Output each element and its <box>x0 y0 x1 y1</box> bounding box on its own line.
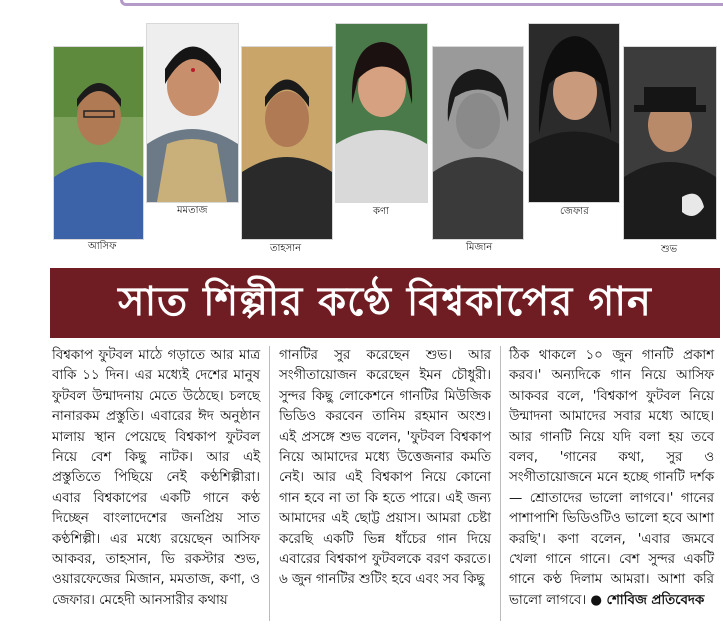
headline: সাত শিল্পীর কণ্ঠে বিশ্বকাপের গান <box>118 278 652 325</box>
photo-caption: জেফার <box>560 206 589 217</box>
photo-momtaz <box>146 23 239 203</box>
photo-tahsan <box>241 46 333 240</box>
photo-caption: মিজান <box>466 242 493 253</box>
photo-caption: তাহসান <box>270 243 302 254</box>
photo-shuvo <box>623 46 717 240</box>
article-column-2: গানটির সুর করেছেন শুভ। আর সংগীতায়োজন করেছেন ইমন চৌধুরী। সুন্দর কিছু লোকেশনে গানটির মিউজিক ভিডিও করবেন তানিম রহমান অংশু। এই প্রসঙ্গে শুভ বলেন, 'ফুটবল বিশ্বকাপ নিয়ে আমাদের মধ্যে উত্তেজনার কমতি নেই। আর এই বিশ্বকাপ নিয়ে কোনো গান হবে না তা কি হতে পারে। এই জন্য আমাদের এই ছোট্ট প্রয়াস। আমরা চেষ্টা করেছি একটি ভিন্ন ধাঁচের গান দিয়ে এবারের বিশ্বকাপ ফুটবলকে বরণ করতে। ৬ জুন গানটির শুটিং হবে এবং সব কিছু <box>279 348 491 588</box>
photo-caption: আসিফ <box>88 241 117 252</box>
column-divider <box>269 346 270 621</box>
article-column-3 <box>509 346 714 611</box>
photo-mizan <box>432 46 524 240</box>
photo-jefar <box>528 23 620 203</box>
photo-caption: মমতাজ <box>177 205 208 216</box>
photo-strip <box>0 0 723 262</box>
headline-banner <box>50 268 720 338</box>
article-column-1: বিশ্বকাপ ফুটবল মাঠে গড়াতে আর মাত্র বাকি ১১ দিন। এর মধ্যেই দেশের মানুষ ফুটবল উন্মাদনায় মেতে উঠেছে। চলছে নানারকম প্রস্তুতি। এবারের ঈদ অনুষ্ঠান মালায় স্থান পেয়েছে বিশ্বকাপ ফুটবল নিয়ে বেশ কিছু নাটক। আর এই প্রস্তুতিতে পিছিয়ে নেই কণ্ঠশিল্পীরা। এবার বিশ্বকাপের একটি গানে কণ্ঠ দিচ্ছেন বাংলাদেশের জনপ্রিয় সাত কণ্ঠশিল্পী। এর মধ্যে রয়েছেন আসিফ আকবর, তাহসান, ভি রকস্টার শুভ, ওয়ারফেজের মিজান, মমতাজ, কণা, ও জেফার। মেহেদী আনসারীর কথায় <box>52 348 260 608</box>
photo-caption: শুভ <box>661 244 678 255</box>
byline: ● শোবিজ প্রতিবেদক <box>590 592 705 608</box>
photo-kona <box>335 23 428 203</box>
photo-asif <box>53 46 144 240</box>
photo-caption: কণা <box>373 206 389 217</box>
article-column-3-text: ঠিক থাকলে ১০ জুন গানটি প্রকাশ করব।' অন্যদিকে গান নিয়ে আসিফ আকবর বলে, 'বিশ্বকাপ ফুটবল নিয়ে উন্মাদনা আমাদের সবার মধ্যে আছে। আর গানটি নিয়ে যদি বলা হয় তবে বলব, 'গানের কথা, সুর ও সংগীতায়োজনে মনে হচ্ছে গানটি দর্শক— শ্রোতাদের ভালো লাগবে।' গানের পাশাপাশি ভিডিওটিও ভালো হবে আশা করছি'। কণা বলেন, 'এবার জমবে খেলা গানে গানে। বেশ সুন্দর একটি গানে কণ্ঠ দিলাম আমরা। আশা করি ভালো লাগবে। <box>509 348 714 608</box>
column-divider <box>500 346 501 621</box>
